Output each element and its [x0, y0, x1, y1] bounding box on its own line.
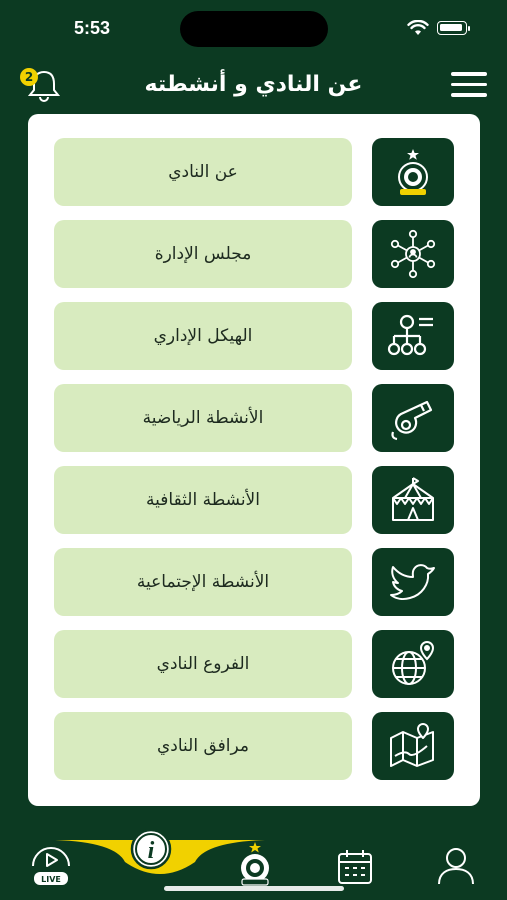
- menu-item-label: مرافق النادي: [54, 712, 352, 780]
- map-icon: [372, 712, 454, 780]
- menu-item-label: مجلس الإدارة: [54, 220, 352, 288]
- menu-item-sports[interactable]: [54, 384, 454, 452]
- battery-icon: [437, 21, 467, 35]
- live-label: LIVE: [41, 875, 61, 884]
- menu-item-facilities[interactable]: [54, 712, 454, 780]
- status-icons: [407, 20, 467, 36]
- live-tv-icon: [28, 844, 74, 888]
- whistle-icon: [372, 384, 454, 452]
- hamburger-icon: [451, 72, 487, 76]
- menu-button[interactable]: [451, 72, 487, 98]
- notification-badge: 2: [20, 68, 38, 86]
- club-logo-icon: [235, 840, 275, 888]
- menu-item-social[interactable]: [54, 548, 454, 616]
- home-indicator: [164, 886, 344, 891]
- tab-calendar[interactable]: [336, 848, 374, 890]
- menu-card: [28, 114, 480, 806]
- org-chart-icon: [372, 302, 454, 370]
- tab-info[interactable]: [128, 826, 174, 876]
- status-bar: [0, 0, 507, 56]
- user-icon: [436, 846, 476, 886]
- info-label: i: [147, 838, 155, 864]
- calendar-icon: [336, 848, 374, 886]
- bird-icon: [372, 548, 454, 616]
- menu-item-label: عن النادي: [54, 138, 352, 206]
- globe-location-icon: [372, 630, 454, 698]
- status-time: 5:53: [74, 18, 111, 38]
- tab-profile[interactable]: [436, 846, 476, 890]
- menu-item-label: الهيكل الإداري: [54, 302, 352, 370]
- menu-item-label: الأنشطة الثقافية: [54, 466, 352, 534]
- menu-item-about-club[interactable]: [54, 138, 454, 206]
- menu-item-board[interactable]: [54, 220, 454, 288]
- info-icon: [128, 826, 174, 872]
- wifi-icon: [407, 20, 429, 36]
- menu-item-admin-structure[interactable]: [54, 302, 454, 370]
- page-title: عن النادي و أنشطته: [144, 72, 363, 97]
- club-crest-icon: [372, 138, 454, 206]
- menu-item-branches[interactable]: [54, 630, 454, 698]
- tab-live[interactable]: [28, 844, 74, 892]
- header: [0, 60, 507, 112]
- menu-item-cultural[interactable]: [54, 466, 454, 534]
- board-network-icon: [372, 220, 454, 288]
- menu-item-label: الفروع النادي: [54, 630, 352, 698]
- tab-home[interactable]: [235, 840, 275, 892]
- dynamic-island: [180, 11, 328, 47]
- tent-icon: [372, 466, 454, 534]
- menu-item-label: الأنشطة الرياضية: [54, 384, 352, 452]
- menu-item-label: الأنشطة الإجتماعية: [54, 548, 352, 616]
